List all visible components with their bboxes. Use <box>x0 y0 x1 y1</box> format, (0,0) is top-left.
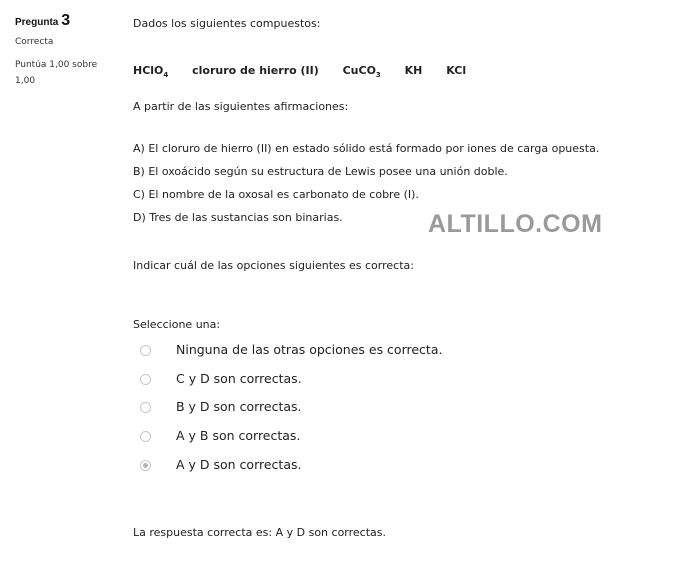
radio-button[interactable] <box>140 345 151 356</box>
radio-button[interactable] <box>140 374 151 385</box>
answer-option-1[interactable] <box>140 341 443 359</box>
question-number-heading <box>15 12 115 30</box>
answer-option-label[interactable]: B y D son correctas. <box>176 399 302 414</box>
question-prompt: Indicar cuál de las opciones siguientes es correcta: <box>133 259 414 272</box>
compound-2: cloruro de hierro (II) <box>192 64 319 77</box>
radio-button[interactable] <box>140 431 151 442</box>
question-state: Correcta <box>15 37 54 47</box>
statement-a: A) El cloruro de hierro (II) en estado sólido está formado por iones de carga opuesta. <box>133 142 600 155</box>
answer-option-4[interactable] <box>140 427 301 445</box>
watermark-logo: ALTILLO.COM <box>428 210 603 238</box>
answer-option-label[interactable]: C y D son correctas. <box>176 371 302 386</box>
question-label: Pregunta <box>15 17 59 28</box>
question-info <box>15 12 115 89</box>
question-grade <box>15 57 115 89</box>
compound-5: KCl <box>446 64 467 77</box>
answer-option-label[interactable]: A y B son correctas. <box>176 428 301 443</box>
answer-option-5[interactable] <box>140 456 302 474</box>
compounds-list <box>133 64 486 79</box>
correct-answer-feedback: La respuesta correcta es: A y D son correctas. <box>133 526 387 539</box>
radio-button-selected[interactable] <box>140 460 151 471</box>
select-label: Seleccione una: <box>133 318 221 331</box>
answer-option-2[interactable] <box>140 370 302 388</box>
statement-c: C) El nombre de la oxosal es carbonato de cobre (I). <box>133 188 419 201</box>
statement-d: D) Tres de las sustancias son binarias. <box>133 211 343 224</box>
answer-option-label[interactable]: A y D son correctas. <box>176 457 302 472</box>
compound-3: CuCO$_3$ <box>342 64 381 80</box>
question-intro: Dados los siguientes compuestos: <box>133 17 321 30</box>
grade-line-1: Puntúa 1,00 sobre <box>15 60 98 70</box>
radio-button[interactable] <box>140 402 151 413</box>
answer-option-label[interactable]: Ninguna de las otras opciones es correcta. <box>176 342 443 357</box>
statement-b: B) El oxoácido según su estructura de Lewis posee una unión doble. <box>133 165 508 178</box>
compound-4: KH <box>404 64 423 77</box>
grade-line-2: 1,00 <box>15 76 36 86</box>
compound-1: HClO$_4$ <box>133 64 169 80</box>
statements-intro: A partir de las siguientes afirmaciones: <box>133 100 349 113</box>
question-number: 3 <box>61 12 71 29</box>
answer-option-3[interactable] <box>140 398 302 416</box>
